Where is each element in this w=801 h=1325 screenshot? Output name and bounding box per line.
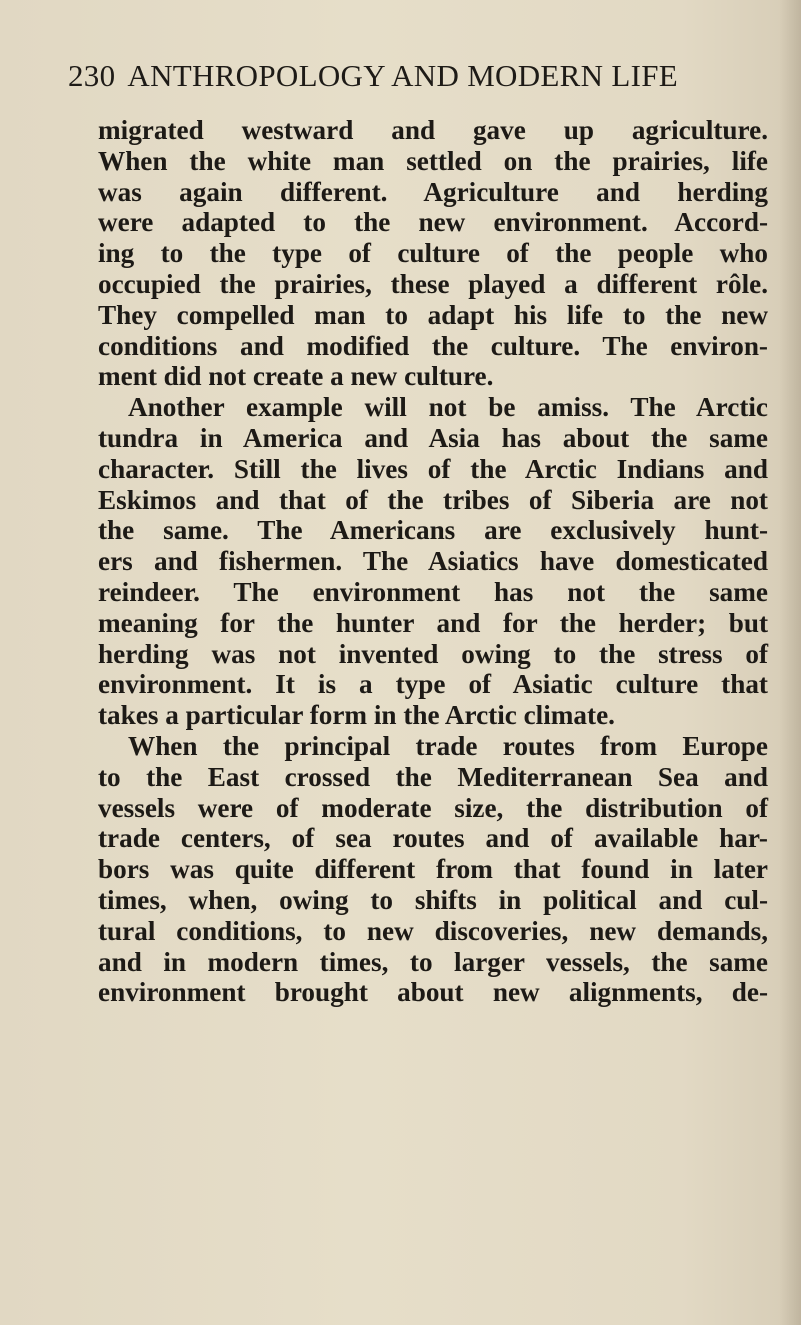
page-edge-shadow: [779, 0, 801, 1325]
text-line: ers and fishermen. The Asiatics have domesticated: [98, 546, 768, 577]
text-line: reindeer. The environment has not the same: [98, 576, 768, 607]
text-line: tundra in America and Asia has about the same: [98, 422, 768, 453]
text-line: Eskimos and that of the tribes of Siberia are not: [98, 484, 768, 515]
text-line: conditions and modified the culture. The environ-: [98, 330, 768, 361]
text-line: to the East crossed the Mediterranean Sea and: [98, 761, 768, 792]
text-line: occupied the prairies, these played a different rôle.: [98, 268, 768, 299]
text-line: Another example will not be amiss. The Arctic: [128, 392, 768, 423]
page-number: 230: [68, 58, 116, 93]
text-line: When the principal trade routes from Europe: [128, 730, 768, 761]
text-line: ing to the type of culture of the people who: [98, 238, 768, 269]
body-text: [98, 115, 768, 1008]
text-line: and in modern times, to larger vessels, the same: [98, 946, 768, 977]
text-line: trade centers, of sea routes and of available har-: [98, 823, 768, 854]
text-line: character. Still the lives of the Arctic Indians and: [98, 453, 768, 484]
text-line: ment did not create a new culture.: [98, 361, 494, 392]
text-line: When the white man settled on the prairies, life: [98, 145, 768, 176]
running-title: ANTHROPOLOGY AND MODERN LIFE: [127, 58, 679, 93]
text-line: environment brought about new alignments, de-: [98, 977, 768, 1008]
text-line: bors was quite different from that found in later: [98, 854, 768, 885]
text-line: tural conditions, to new discoveries, new demands,: [98, 915, 768, 946]
text-line: vessels were of moderate size, the distribution of: [98, 792, 768, 823]
text-line: environment. It is a type of Asiatic culture that: [98, 669, 768, 700]
running-head: [68, 58, 768, 94]
text-line: times, when, owing to shifts in political and cul-: [98, 884, 768, 915]
text-line: the same. The Americans are exclusively hunt-: [98, 515, 768, 546]
text-line: migrated westward and gave up agriculture.: [98, 115, 768, 145]
text-line: They compelled man to adapt his life to the new: [98, 299, 768, 330]
text-line: were adapted to the new environment. Accord-: [98, 207, 768, 238]
text-line: was again different. Agriculture and herding: [98, 176, 768, 207]
text-line: herding was not invented owing to the stress of: [98, 638, 768, 669]
text-line: meaning for the hunter and for the herder; but: [98, 607, 768, 638]
text-line: takes a particular form in the Arctic climate.: [98, 700, 615, 731]
